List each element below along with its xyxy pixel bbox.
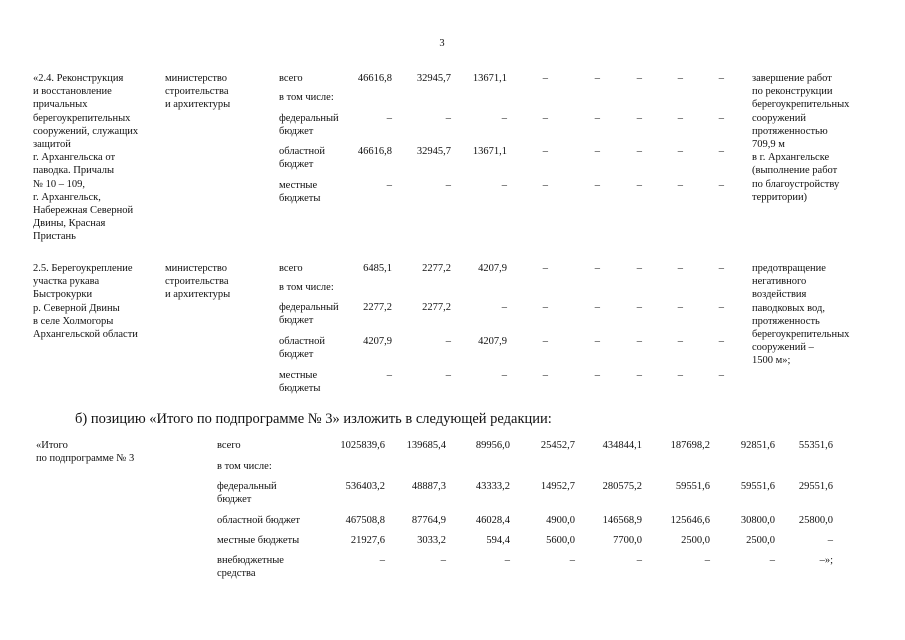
funding-value: – <box>445 180 451 191</box>
funding-value: 2277,2 <box>422 302 451 313</box>
funding-value: – <box>386 370 392 381</box>
funding-value: – <box>718 73 724 84</box>
funding-value: 3033,2 <box>417 535 446 546</box>
funding-value: – <box>542 302 548 313</box>
funding-value: – <box>542 73 548 84</box>
funding-value: 92851,6 <box>740 440 775 451</box>
funding-value: 139685,4 <box>406 440 446 451</box>
funding-value: 32945,7 <box>416 73 451 84</box>
funding-value: – <box>718 146 724 157</box>
funding-value: 280575,2 <box>602 481 642 492</box>
funding-value: – <box>504 555 510 566</box>
funding-value: – <box>677 263 683 274</box>
funding-value: 125646,6 <box>670 515 710 526</box>
funding-value: 14952,7 <box>540 481 575 492</box>
funding-value: – <box>542 263 548 274</box>
funding-value: – <box>636 146 642 157</box>
funding-source-label: местные бюджеты <box>279 370 321 395</box>
funding-value: 29551,6 <box>798 481 833 492</box>
funding-value: 2277,2 <box>422 263 451 274</box>
funding-value: 594,4 <box>486 535 510 546</box>
funding-value: 4207,9 <box>478 263 507 274</box>
funding-value: – <box>718 113 724 124</box>
funding-value: 59551,6 <box>675 481 710 492</box>
instruction-paragraph: б) позицию «Итого по подпрограмме № 3» изложить в следующей редакции: <box>75 411 552 427</box>
funding-source-label: в том числе: <box>217 461 272 472</box>
funding-source-label: внебюджетные средства <box>217 555 284 580</box>
funding-value: – <box>501 113 507 124</box>
funding-value: – <box>677 146 683 157</box>
funding-value: – <box>542 336 548 347</box>
executor-name: министерство строительства и архитектуры <box>165 263 231 301</box>
funding-value: 2277,2 <box>363 302 392 313</box>
funding-value: – <box>718 180 724 191</box>
funding-value: 48887,3 <box>411 481 446 492</box>
funding-value: – <box>445 336 451 347</box>
funding-value: – <box>542 370 548 381</box>
funding-value: – <box>386 180 392 191</box>
funding-value: 59551,6 <box>740 481 775 492</box>
funding-value: – <box>636 263 642 274</box>
item-name: «2.4. Реконструкция и восстановление причальных берегоукрепительных сооружений, служащих защитой г. Архангельска от паводка. Причалы № 10 – 109, г. Архангельск, Набережная Северной Двины, Красная Пристань <box>33 73 139 243</box>
funding-value: – <box>445 370 451 381</box>
funding-value: – <box>718 370 724 381</box>
funding-value: 6485,1 <box>363 263 392 274</box>
funding-value: 4900,0 <box>546 515 575 526</box>
funding-value: – <box>636 555 642 566</box>
funding-value: 32945,7 <box>416 146 451 157</box>
funding-value: – <box>379 555 385 566</box>
funding-value: 43333,2 <box>475 481 510 492</box>
funding-value: – <box>386 113 392 124</box>
funding-source-label: федеральный бюджет <box>279 113 339 138</box>
funding-value: – <box>636 336 642 347</box>
funding-value: – <box>636 302 642 313</box>
funding-value: – <box>636 73 642 84</box>
funding-source-label: областной бюджет <box>279 336 325 361</box>
funding-value: 536403,2 <box>345 481 385 492</box>
funding-value: – <box>594 336 600 347</box>
funding-value: 2500,0 <box>746 535 775 546</box>
funding-value: 55351,6 <box>798 440 833 451</box>
funding-value: – <box>501 180 507 191</box>
funding-value: 4207,9 <box>478 336 507 347</box>
funding-value: – <box>445 113 451 124</box>
funding-value: – <box>594 180 600 191</box>
funding-source-label: всего <box>217 440 241 451</box>
funding-value: – <box>569 555 575 566</box>
funding-value: – <box>677 113 683 124</box>
funding-value: 187698,2 <box>670 440 710 451</box>
expected-result: завершение работ по реконструкции берегоукрепительных сооружений протяженностью 709,9 м в г. Архангельске (выполнение работ по благоустройству территории) <box>752 73 850 203</box>
item-name: 2.5. Берегоукрепление участка рукава Быстрокурки р. Северной Двины в селе Холмогоры Архангельской области <box>33 263 138 341</box>
funding-source-label: федеральный бюджет <box>279 302 339 327</box>
funding-value: 467508,8 <box>345 515 385 526</box>
funding-source-label: всего <box>279 73 303 84</box>
funding-value: 21927,6 <box>350 535 385 546</box>
funding-value: – <box>769 555 775 566</box>
funding-value: – <box>677 336 683 347</box>
funding-value: – <box>594 113 600 124</box>
funding-value: – <box>718 263 724 274</box>
executor-name: министерство строительства и архитектуры <box>165 73 231 111</box>
funding-source-label: местные бюджеты <box>217 535 300 546</box>
funding-value: – <box>542 146 548 157</box>
funding-value: 46616,8 <box>357 73 392 84</box>
funding-value: – <box>827 535 833 546</box>
funding-source-label: федеральный бюджет <box>217 481 277 506</box>
funding-source-label: в том числе: <box>279 92 334 103</box>
funding-value: – <box>440 555 446 566</box>
funding-value: – <box>636 180 642 191</box>
funding-value: – <box>677 370 683 381</box>
funding-source-label: в том числе: <box>279 282 334 293</box>
funding-value: – <box>594 302 600 313</box>
funding-source-label: местные бюджеты <box>279 180 321 205</box>
funding-value: 13671,1 <box>472 146 507 157</box>
funding-value: – <box>704 555 710 566</box>
funding-value: – <box>677 302 683 313</box>
funding-value: 146568,9 <box>602 515 642 526</box>
funding-value: 46028,4 <box>475 515 510 526</box>
funding-value: – <box>636 370 642 381</box>
total-name: «Итого по подпрограмме № 3 <box>36 440 135 465</box>
funding-value: – <box>542 180 548 191</box>
funding-value: 30800,0 <box>740 515 775 526</box>
funding-value: 25452,7 <box>540 440 575 451</box>
funding-value: – <box>677 180 683 191</box>
funding-value: 434844,1 <box>602 440 642 451</box>
funding-value: – <box>718 302 724 313</box>
funding-source-label: областной бюджет <box>279 146 325 171</box>
funding-value: – <box>594 263 600 274</box>
funding-value: 87764,9 <box>411 515 446 526</box>
page-number: 3 <box>439 38 445 49</box>
funding-value: –»; <box>819 555 833 566</box>
funding-value: – <box>594 370 600 381</box>
funding-value: 1025839,6 <box>340 440 385 451</box>
funding-value: 5600,0 <box>546 535 575 546</box>
expected-result: предотвращение негативного воздействия паводковых вод, протяженность берегоукрепительных сооружений – 1500 м»; <box>752 263 850 367</box>
funding-value: – <box>501 370 507 381</box>
funding-value: 25800,0 <box>798 515 833 526</box>
funding-value: 89956,0 <box>475 440 510 451</box>
funding-value: – <box>718 336 724 347</box>
funding-value: – <box>636 113 642 124</box>
funding-value: 2500,0 <box>681 535 710 546</box>
funding-value: – <box>542 113 548 124</box>
funding-value: 46616,8 <box>357 146 392 157</box>
funding-source-label: всего <box>279 263 303 274</box>
funding-value: 7700,0 <box>613 535 642 546</box>
funding-value: – <box>677 73 683 84</box>
funding-value: – <box>594 73 600 84</box>
funding-value: – <box>501 302 507 313</box>
funding-value: 4207,9 <box>363 336 392 347</box>
funding-source-label: областной бюджет <box>217 515 300 526</box>
funding-value: 13671,1 <box>472 73 507 84</box>
funding-value: – <box>594 146 600 157</box>
